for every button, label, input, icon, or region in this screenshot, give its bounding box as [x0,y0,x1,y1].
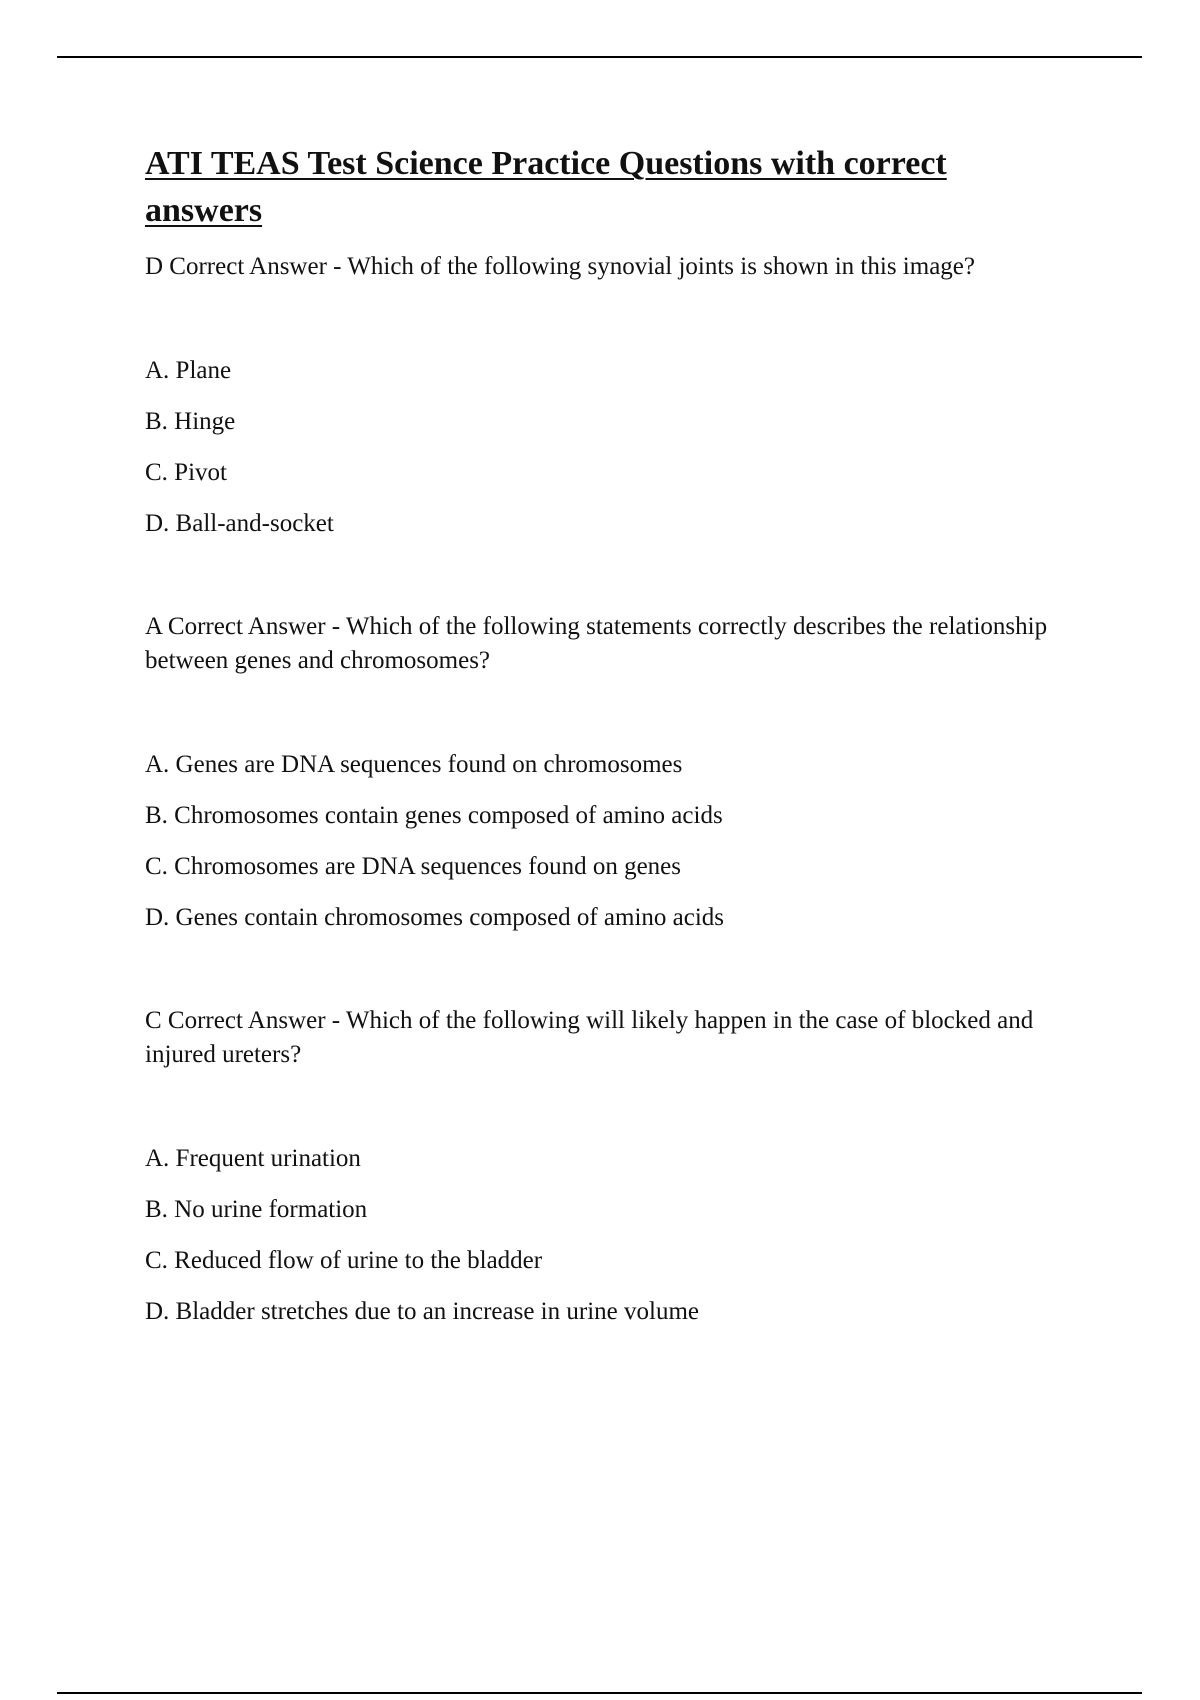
option-item: A. Plane [145,357,232,384]
question-1-options [145,354,334,558]
question-1-text: D Correct Answer - Which of the following synovial joints is shown in this image? [145,253,975,280]
option-item: C. Reduced flow of urine to the bladder [145,1247,543,1274]
option-item: C. Pivot [145,459,227,486]
option-item: A. Frequent urination [145,1145,361,1172]
page-title: ATI TEAS Test Science Practice Questions with correct answers [145,145,947,229]
option-item: D. Genes contain chromosomes composed of amino acids [145,904,725,931]
bottom-divider [57,1692,1142,1694]
question-3-options [145,1142,699,1346]
question-2-text: A Correct Answer - Which of the following statements correctly describes the relationship between genes and chromosomes? [145,613,1048,674]
option-item: A. Genes are DNA sequences found on chromosomes [145,751,683,778]
option-item: B. No urine formation [145,1196,368,1223]
option-item: C. Chromosomes are DNA sequences found on genes [145,853,682,880]
option-item: B. Hinge [145,408,236,435]
question-3-text: C Correct Answer - Which of the following will likely happen in the case of blocked and injured ureters? [145,1007,1034,1068]
option-item: D. Bladder stretches due to an increase in urine volume [145,1298,699,1325]
question-2-options [145,748,724,952]
top-divider [57,56,1142,58]
option-item: D. Ball-and-socket [145,510,334,537]
option-item: B. Chromosomes contain genes composed of amino acids [145,802,723,829]
